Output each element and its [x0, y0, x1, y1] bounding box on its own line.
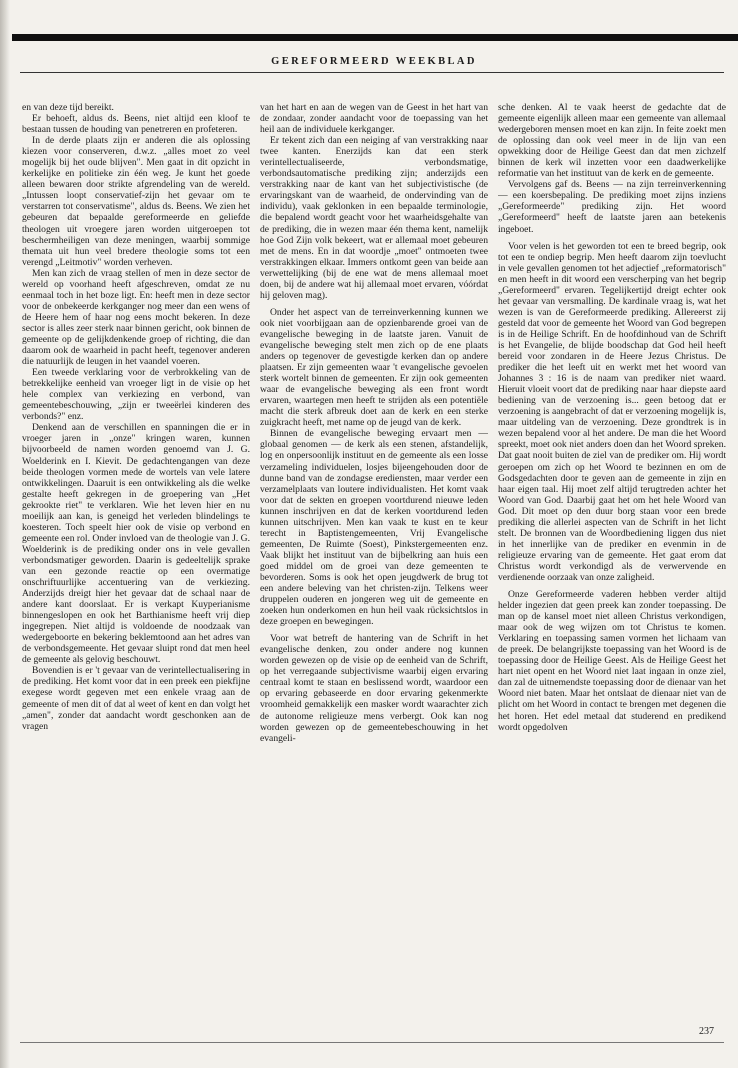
page-number: 237 [699, 1026, 714, 1037]
paragraph: Voor wat betreft de hantering van de Schrift in het evangelische denken, zou onder andere nog kunnen worden gewezen op de visie op de eenheid van de Schrift, op het verregaande subjectivisme waarbij eigen ervaring centraal komt te staan en beslissend wordt, waardoor een op ervaring gebaseerde en door ervaring gekenmerkte vroomheid gemakkelijk een masker wordt waarachter zich de autonome religieuze mens verbergt. Ook kan nog worden gewezen op de gemeentebeschouwing in het evangeli- [260, 633, 488, 744]
paragraph: Binnen de evangelische beweging ervaart men — globaal genomen — de kerk als een stenen, afstandelijk, log en onpersoonlijk instituut en de gemeente als een losse verzameling individuelen, losjes bijeengehouden door de dunne band van de zondagse erediensten, maar verder een verzamelplaats van loutere individualisten. Het komt vaak voor dat de sekten en groepen voortdurend nieuwe leden kunnen inschrijven en dat de kerken voortdurend leden kunnen uitschrijven. Men kan vaak te kust en te keur terecht in Baptistengemeenten, Vrij Evangelische gemeenten, De Ruimte (Soest), Pinkstergemeenten enz. Vaak blijkt het instituut van de bijbelkring aan huis een goed middel om de groei van deze gemeenten te bevorderen. Soms is ook het open jeugdwerk de brug tot een andere beleving van het christen-zijn. Telkens weer druppelen ouderen en jongeren weg uit de gemeente en zoeken hun onderkomen en hun heil vaak rücksichtslos in deze groepen en bewegingen. [260, 428, 488, 628]
column-1 [22, 102, 250, 1020]
paragraph: Er behoeft, aldus ds. Beens, niet altijd een kloof te bestaan tussen de houding van penetreren en profeteren. [22, 113, 250, 136]
top-rule [12, 34, 738, 41]
column-2 [260, 102, 488, 1020]
paragraph: en van deze tijd bereikt. [22, 102, 114, 113]
header-divider [20, 72, 724, 73]
paragraph: Onder het aspect van de terreinverkenning kunnen we ook niet voorbijgaan aan de opzienbarende groei van de evangelische beweging in de laatste jaren. Vanuit de evangelische beweging stelt men zich op de ene plaats anders op tegenover de gevestigde kerken dan op andere plaatsen. Er zijn gemeenten waar 't evangelische gevoelen sterk wortelt binnen de gemeenten. Er zijn ook gemeenten waar de evangelische beweging als een front wordt ervaren, waartegen men heeft te strijden als een potentiële macht die sterk afbreuk doet aan de kerk en een sterke zuigkracht heeft, met name op de jeugd van de kerk. [260, 306, 488, 429]
paragraph: Vervolgens gaf ds. Beens — na zijn terreinverkenning — een koersbepaling. De prediking moet zijns inziens „Gereformeerde" prediking zijn. Het woord „Gereformeerd" heeft de laatste jaren aan betekenis ingeboet. [498, 179, 726, 235]
paragraph: Bovendien is er 't gevaar van de verintellectualisering in de prediking. Het komt voor dat in een preek een piekfijne exegese wordt gegeven met een enkele vraag aan de gemeente of men dit of dat al weet of kent en dan volgt het „amen", zonder dat aandacht wordt geschonken aan de vragen [22, 665, 250, 732]
paragraph: sche denken. Al te vaak heerst de gedachte dat de gemeente eigenlijk alleen maar een gemeente van allemaal wedergeboren mensen moet en kan zijn. In feite zoekt men de oplossing dan ook veel meer in de lijn van een opwekking door de Heilige Geest dan dat men zichzelf binnen de kerk wil inzetten voor een daadwerkelijke reformatie van het instituut van de kerk en de gemeente. [498, 102, 726, 180]
paragraph: In de derde plaats zijn er anderen die als oplossing kiezen voor conserveren, d.w.z. „alles moet zo veel mogelijk bij het oude blijven". Men gaat in dit opzicht in kerkelijke en politieke zin één weg. Je kunt het goede alleen bewaren door strikte afgrendeling van de wereld. „Intussen loopt conservatief-zijn het gevaar om te verstarren tot conservatisme", aldus ds. Beens. We zien het gebeuren dat bepaalde gereformeerde en geliefde theologen uit vroegere jaren worden uitgeroepen tot beschermheiligen van deze meningen, waarbij sommige themata uit hun veel bredere theologie soms tot een verengd „Leitmotiv" worden verheven. [22, 135, 250, 268]
running-header: GEREFORMEERD WEEKBLAD [271, 56, 477, 67]
column-3 [498, 102, 726, 1020]
paragraph: Voor velen is het geworden tot een te breed begrip, ook tot een te ondiep begrip. Men heeft daarom zijn toevlucht in vele gevallen genomen tot het adjectief „reformatorisch" en men heeft in dit woord een verscherping van het begrip „Gereformeerd" ervaren. Tegelijkertijd dreigt echter ook het gevaar van versmalling. De kardinale vraag is, wat het wezen is van de Gereformeerde prediking. Allereerst zij gesteld dat voor de gemeente het Woord van God begrepen is in de Heilige Schrift. En de hoofdinhoud van de Schrift is het Evangelie, de blijde boodschap dat God heil heeft bereid voor zondaren in de Heere Jezus Christus. De prediker die het leeft uit en werkt met het woord van Johannes 3 : 16 is de naam van prediker niet waard. Hieruit vloeit voort dat de prediking naar haar diepste aard bediening van de verzoening is... geen betoog dat er verzoening is aangebracht of dat er verzoening mogelijk is, maar uitdeling van de verzoening. Deze grondtrek is in wezen bepalend voor al het andere. De man die het Woord spreekt, moet ook niet anders doen dan het Woord spreken. Dat gaat nooit buiten de ziel van de prediker om. Hij wordt geroepen om zich op het Woord te bezinnen en om de Godsgedachten door te geven aan de gemeente in zijn en haar eigen taal. Hij moet zelf altijd terugtreden achter het Woord van God. Daarbij gaat het om het hele Woord van God. Dit moet op den duur borg staan voor een brede prediking die allerlei aspecten van de Schrift in het licht stelt. De bronnen van de Woordbediening liggen dus niet in het innerlijke van de prediker en evenmin in de religieuze ervaring van de gemeente. Het gaat erom dat Christus wordt verkondigd als de verwervende en verdienende oorzaak van onze zaligheid. [498, 240, 726, 583]
page-edge-shadow [0, 0, 10, 1068]
paragraph: van het hart en aan de wegen van de Geest in het hart van de zondaar, zonder aandacht voor de toepassing van het heil aan de individuele kerkganger. [260, 102, 488, 136]
bottom-rule [20, 1042, 724, 1043]
paragraph: Er tekent zich dan een neiging af van verstrakking naar twee kanten. Enerzijds kan dat een sterk verintellectualiseerde, verbondsmatige, verbondsautomatische prediking zijn; anderzijds een verstrakking naar de kant van het subjectivistische (de ervaringskant van de waarheid, de ondervinding van de individu), vaak geklonken in een bepaalde terminologie, die bepalend wordt geacht voor het waarheidsgehalte van de prediking, die in wezen maar één thema kent, namelijk hoe God Zijn volk bekeert, wat er allemaal moet gebeuren met de mens. En in dat woordje „moet" ontmoeten twee verstrakkingen elkaar. Immers ontkomt geen van beide aan verwettelijking (bij de ene wat de mens allemaal moet doen, bij de andere wat hij allemaal moet ervaren, vóórdat hij geloven mag). [260, 135, 488, 301]
paragraph: Men kan zich de vraag stellen of men in deze sector de wereld op voorhand heeft afgeschreven, omdat ze nu eenmaal toch in het boze ligt. En: heeft men in deze sector voor de onbekeerde kerkganger nog meer dan een wens of de Heere hem of haar nog eens mocht bekeren. In deze sector is alles zeer sterk naar binnen gericht, ook binnen de gemeente op de gelijkdenkende groep of richting, die dan daarom ook de waarheid in pacht heeft, tegenover anderen die natuurlijk de leugen in het vaandel voeren. [22, 267, 250, 368]
paragraph: Denkend aan de verschillen en spanningen die er in vroeger jaren in „onze" kringen waren, kunnen bijvoorbeeld de namen worden genoemd van J. G. Woelderink en I. Kievit. De gedachtengangen van deze beide theologen vormen mede de wortels van vele latere ontwikkelingen. Daaruit is een ontwikkeling als die welke gestalte heeft gekregen in de groepering van „Het gekrookte riet" te verklaren. Wie het leven hier en nu moeilijk aan kan, is geneigd het verleden blindelings te koesteren. Toch speelt hier ook de visie op verbond en gemeente een rol. Onder invloed van de theologie van J. G. Woelderink is de prediking onder ons in vele gevallen verbondsmatiger geworden. Daarin is gedeeltelijk sprake van een gezonde reactie op een overmatige onschriftuurlijke accentuering van de verkiezing. Anderzijds dreigt hier het gevaar dat de schaal naar de andere kant doorslaat. Er is verkapt Kuyperianisme binnengeslopen en ook het Barthianisme heeft vrij diep ingegrepen. Niet altijd is voldoende de noodzaak van wedergeboorte en bekering beklemtoond aan het adres van de verbondsgemeente. Het gevaar sluipt rond dat men heel de gemeente als gelovig beschouwt. [22, 422, 250, 666]
paragraph: Een tweede verklaring voor de verbrokkeling van de betrekkelijke eenheid van vroeger ligt in de visie op het hele complex van verkiezing en verbond, van gemeentebeschouwing, „zijn er tweeërlei kinderen des verbonds?" enz. [22, 367, 250, 423]
paragraph: Onze Gereformeerde vaderen hebben verder altijd helder ingezien dat geen preek kan zonder toepassing. De man op de kansel moet niet alleen Christus verkondigen, maar ook de weg wijzen om tot Christus te komen. Verklaring en toepassing samen vormen het lichaam van de preek. De belangrijkste toepassing van het Woord is de toepassing door de Heilige Geest. Als de Heilige Geest het hart niet opent en het Woord niet laat ingaan in onze ziel, dan zal de uitnemendste toepassing door de dienaar van het Woord niet baten. Maar het ontslaat de dienaar niet van de plicht om het Woord in contact te brengen met degenen die het horen. Het edel metaal dat studerend en predikend wordt opgedolven [498, 589, 726, 733]
article-body [22, 102, 728, 1020]
